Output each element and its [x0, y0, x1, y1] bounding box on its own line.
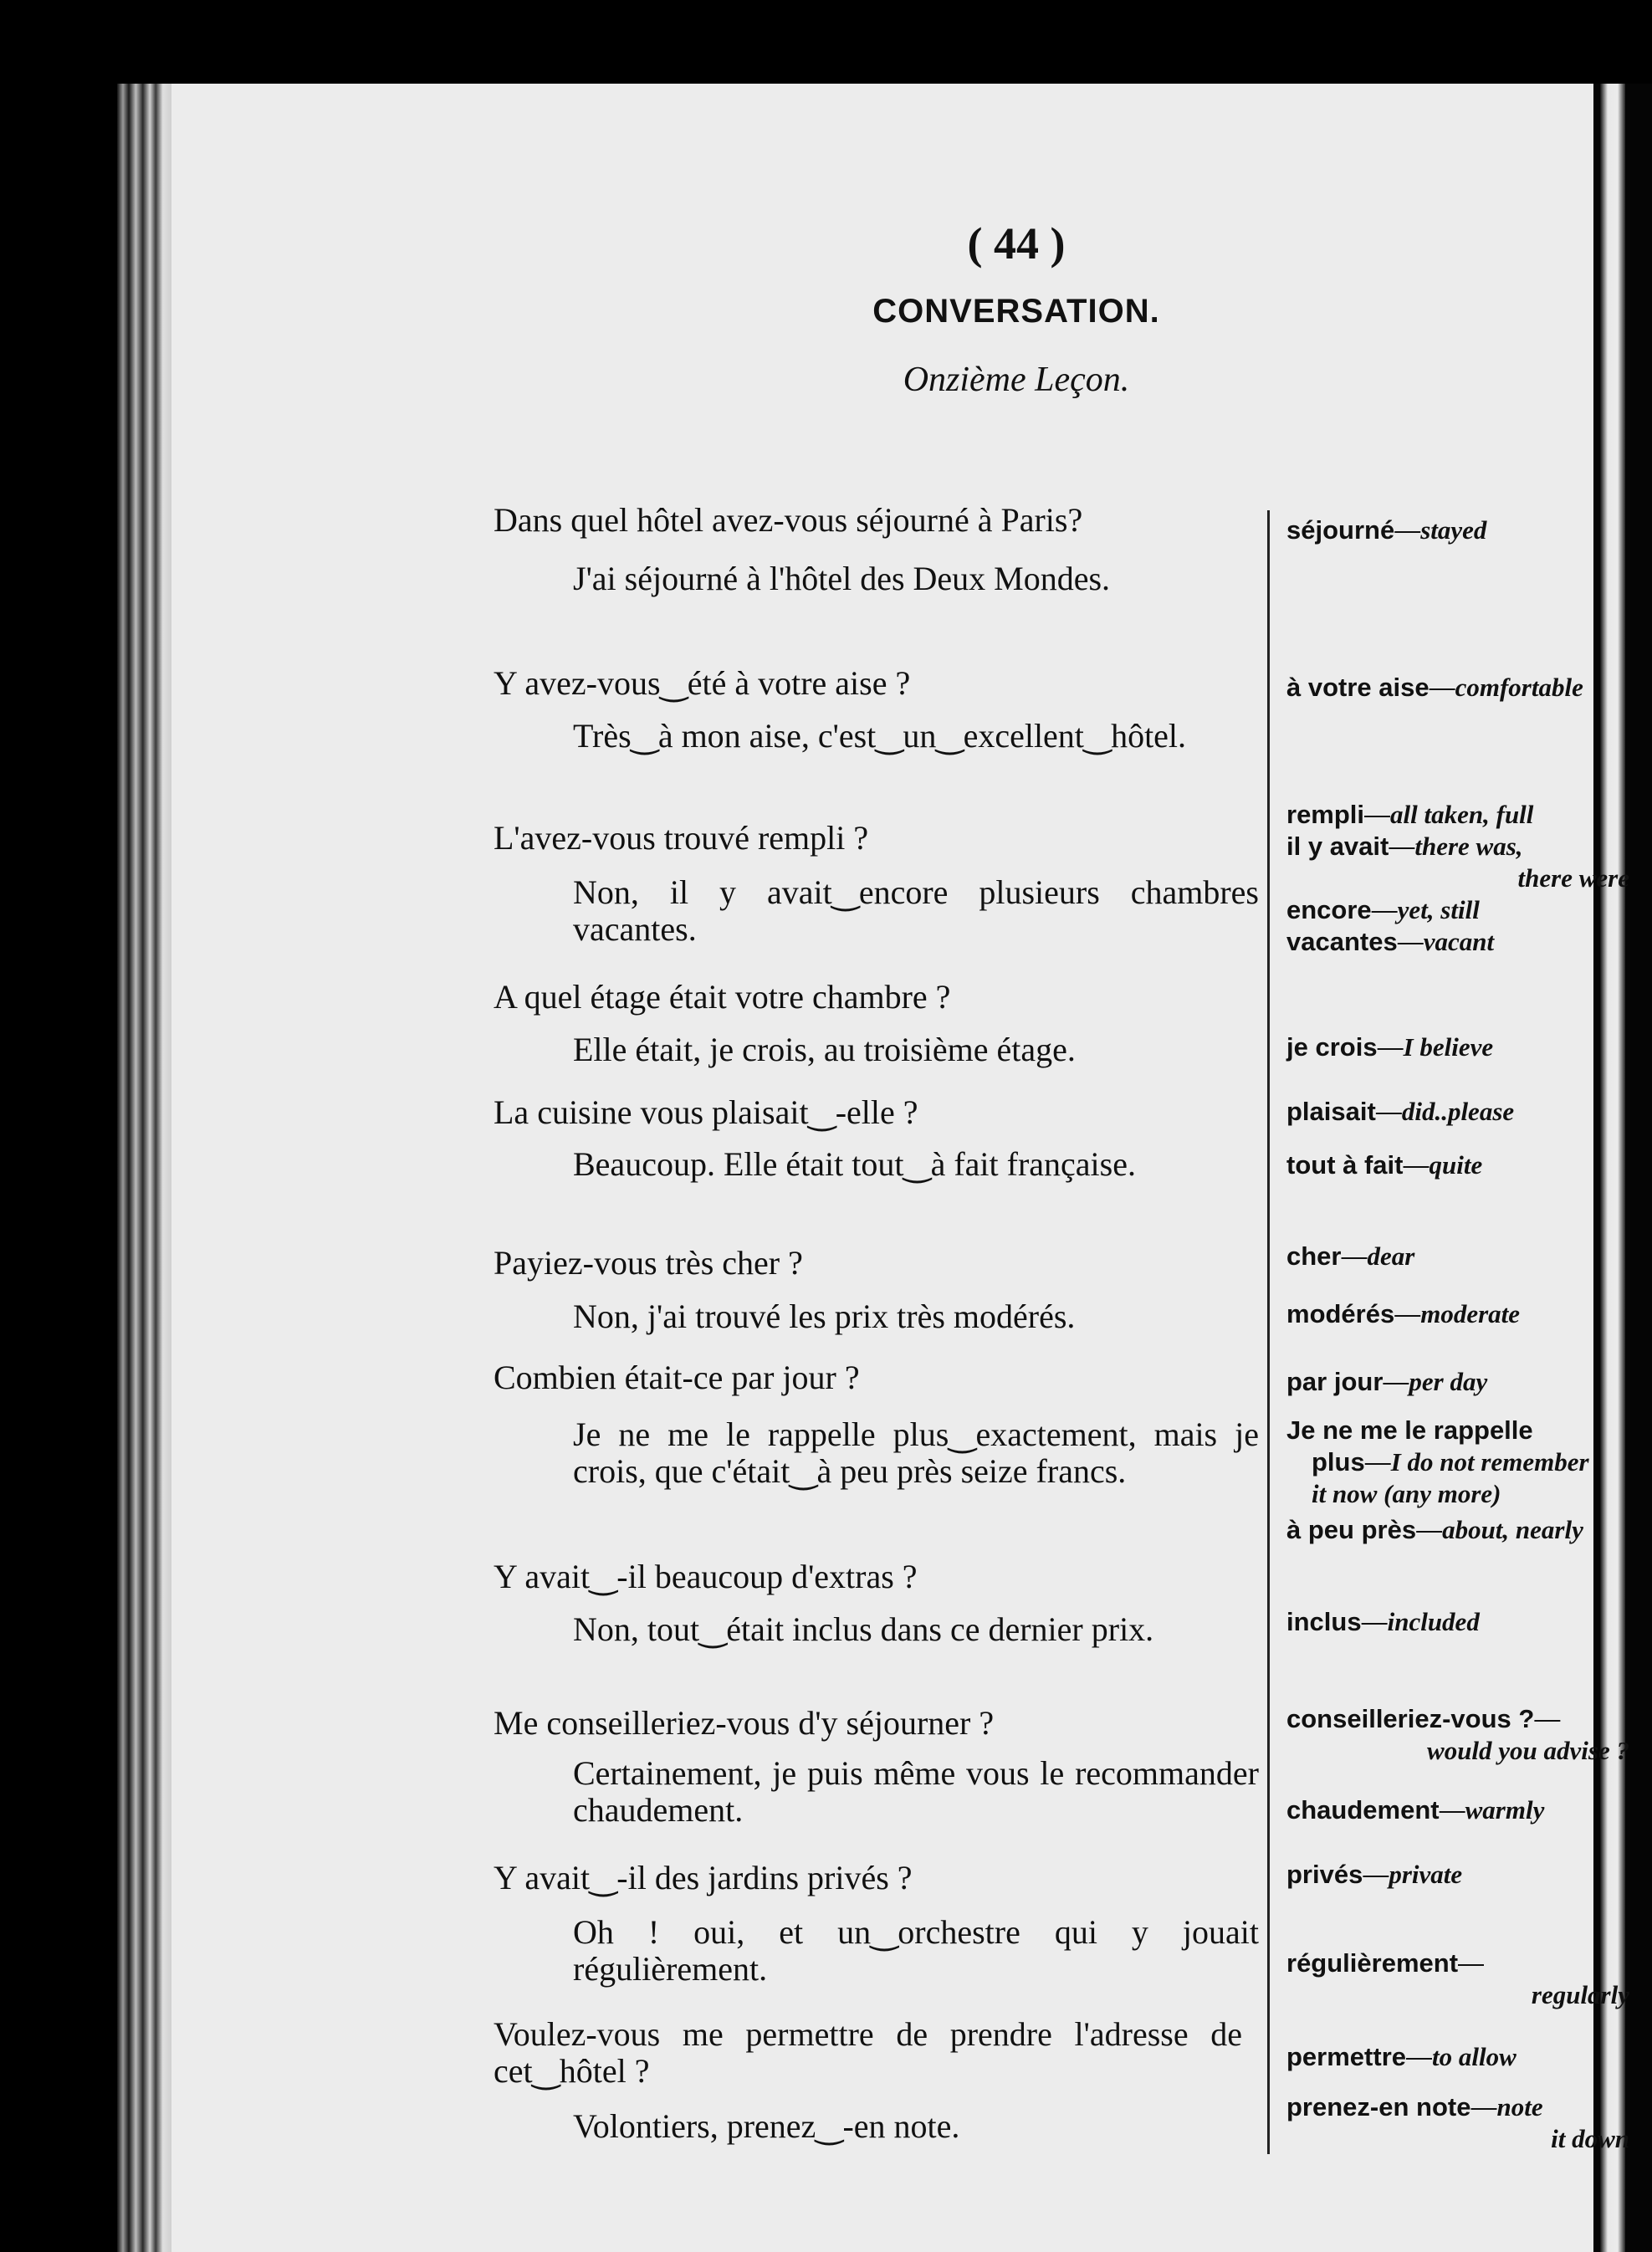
- answer: Je ne me le rappelle plus‿exactement, mais je crois, que c'était‿à peu près seize francs.: [573, 1415, 1259, 1490]
- answer: Elle était, je crois, au troisième étage.: [573, 1031, 1076, 1068]
- question: Dans quel hôtel avez-vous séjourné à Paris?: [494, 501, 1083, 539]
- column-divider: [1267, 510, 1270, 2154]
- glossary-entry: modérés—moderate: [1286, 1299, 1521, 1328]
- answer: Volontiers, prenez‿-en note.: [573, 2107, 960, 2145]
- glossary-entry: permettre—to allow: [1286, 2042, 1516, 2071]
- question: A quel étage était votre chambre ?: [494, 978, 951, 1016]
- glossary-entry: prenez-en note—note it down: [1286, 2092, 1629, 2153]
- question: La cuisine vous plaisait‿-elle ?: [494, 1093, 918, 1131]
- glossary-entry: régulièrement— regularly: [1286, 1948, 1629, 2009]
- glossary-entry: chaudement—warmly: [1286, 1795, 1545, 1825]
- answer: Non, il y avait‿encore plusieurs chambres vacantes.: [573, 873, 1259, 948]
- answer: Non, tout‿était inclus dans ce dernier prix.: [573, 1610, 1154, 1648]
- glossary-entry: cher—dear: [1286, 1241, 1415, 1271]
- question: Me conseilleriez-vous d'y séjourner ?: [494, 1704, 995, 1742]
- glossary-entry: rempli—all taken, full: [1286, 800, 1534, 829]
- glossary-entry: Je ne me le rappelle plus—I do not remember it now (any more): [1286, 1415, 1589, 1508]
- answer: Très‿à mon aise, c'est‿un‿excellent‿hôtel.: [573, 717, 1187, 755]
- glossary-entry: vacantes—vacant: [1286, 927, 1495, 956]
- book-spine: [117, 84, 176, 2252]
- answer: Beaucoup. Elle était tout‿à fait française.: [573, 1145, 1136, 1183]
- glossary-entry: encore—yet, still: [1286, 895, 1480, 924]
- question: Y avait‿-il des jardins privés ?: [494, 1859, 913, 1896]
- glossary-entry: par jour—per day: [1286, 1367, 1488, 1396]
- answer: Non, j'ai trouvé les prix très modérés.: [573, 1297, 1076, 1335]
- question: L'avez-vous trouvé rempli ?: [494, 819, 869, 857]
- question: Payiez-vous très cher ?: [494, 1244, 803, 1282]
- page-number: ( 44 ): [967, 218, 1066, 269]
- answer: Oh ! oui, et un‿orchestre qui y jouait régulièrement.: [573, 1913, 1259, 1988]
- page-title: CONVERSATION.: [872, 293, 1160, 330]
- answer: J'ai séjourné à l'hôtel des Deux Mondes.: [573, 560, 1111, 597]
- glossary-entry: plaisait—did..please: [1286, 1097, 1515, 1126]
- glossary-entry: à votre aise—comfortable: [1286, 673, 1583, 702]
- question: Combien était-ce par jour ?: [494, 1359, 860, 1396]
- book-page: [171, 84, 1629, 2252]
- glossary-entry: je crois—I believe: [1286, 1032, 1494, 1062]
- glossary-entry: conseilleriez-vous ?— would you advise ?: [1286, 1704, 1629, 1765]
- question: Y avez-vous‿été à votre aise ?: [494, 664, 911, 702]
- question: Voulez-vous me permettre de prendre l'adresse de cet‿hôtel ?: [494, 2015, 1242, 2090]
- glossary-entry: tout à fait—quite: [1286, 1150, 1483, 1180]
- glossary-entry: il y avait—there was, there were: [1286, 832, 1629, 893]
- glossary-entry: privés—private: [1286, 1860, 1463, 1889]
- glossary-entry: à peu près—about, nearly: [1286, 1515, 1583, 1544]
- answer: Certainement, je puis même vous le recommander chaudement.: [573, 1754, 1259, 1829]
- glossary-entry: séjourné—stayed: [1286, 515, 1487, 545]
- lesson-subtitle: Onzième Leçon.: [903, 361, 1130, 399]
- glossary-entry: inclus—included: [1286, 1607, 1480, 1636]
- question: Y avait‿-il beaucoup d'extras ?: [494, 1558, 918, 1595]
